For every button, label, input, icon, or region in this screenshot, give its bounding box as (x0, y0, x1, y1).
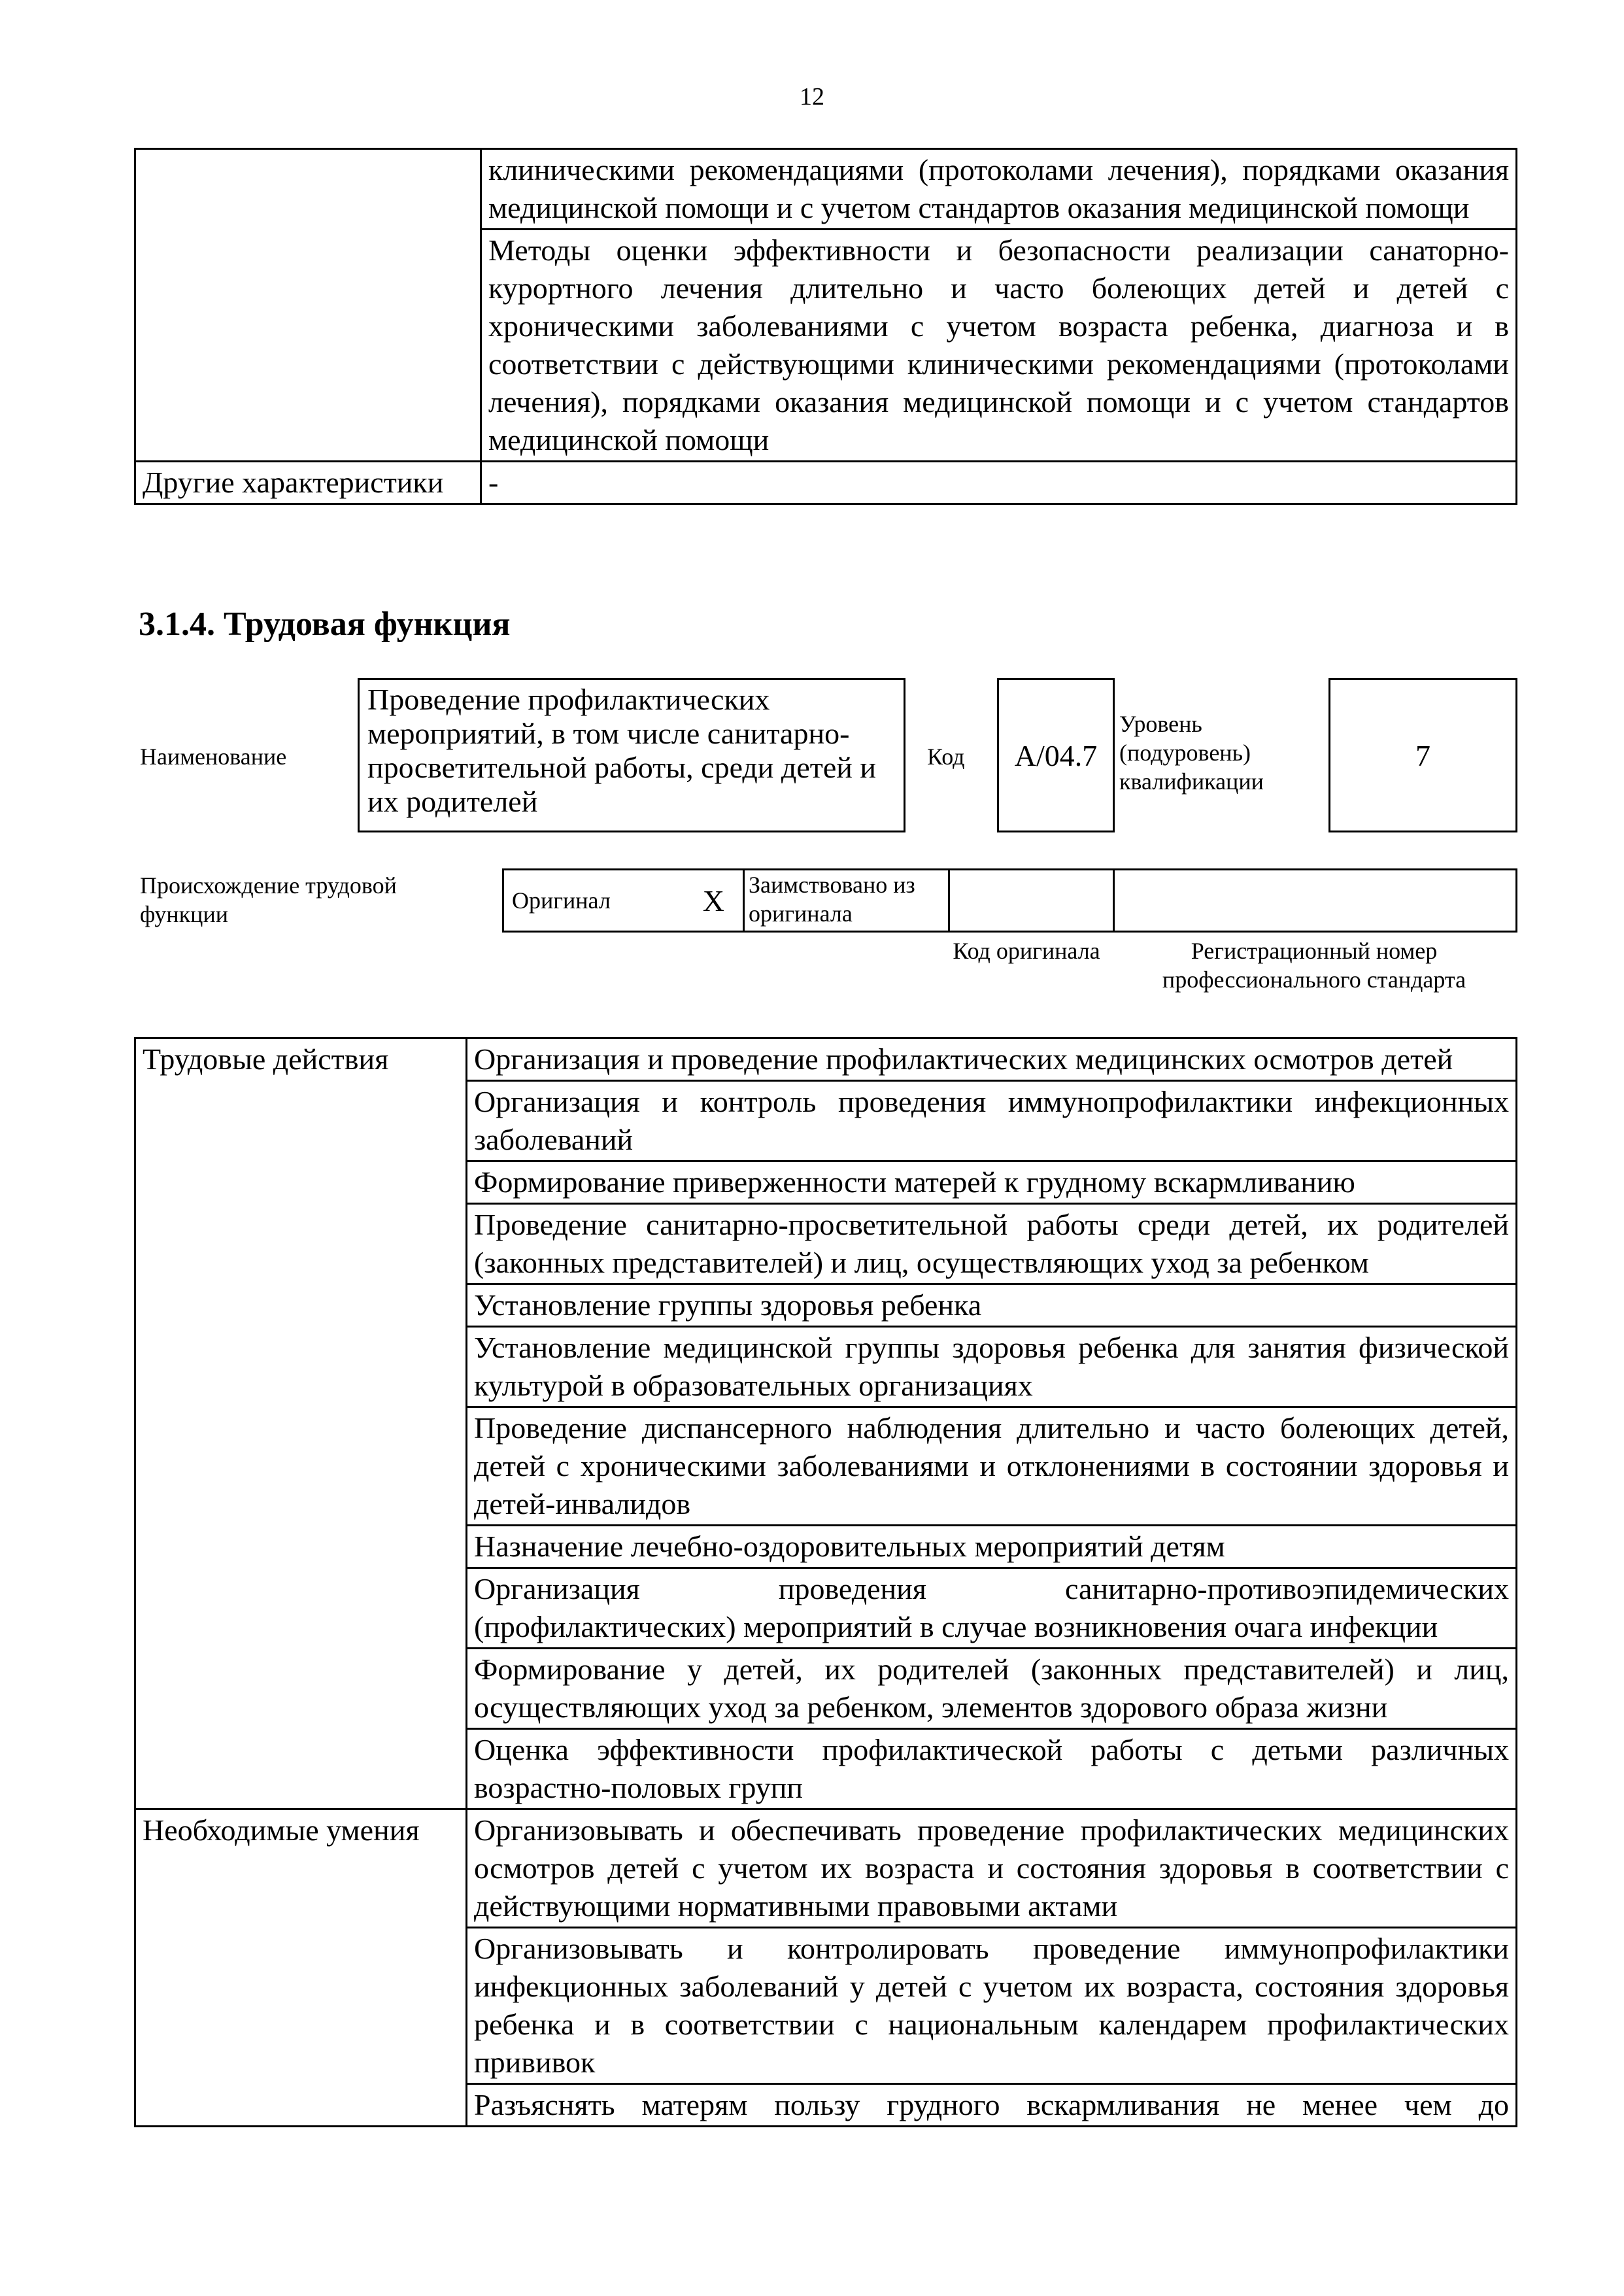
registration-caption: Регистрационный номер профессионального стандарта (1162, 938, 1466, 993)
action-item: Установление группы здоровья ребенка (467, 1284, 1517, 1327)
skill-item: Разъяснять матерям пользу грудного вскармливания не менее чем до (467, 2084, 1517, 2127)
other-characteristics-label: Другие характеристики (135, 462, 481, 504)
action-item: Проведение санитарно-просветительной работы среди детей, их родителей (законных представителей) и лиц, осуществляющих уход за ребенком (467, 1204, 1517, 1284)
origin-label: Происхождение трудовой функции (140, 872, 397, 927)
function-details-table (134, 1037, 1517, 2127)
action-item: Организация и контроль проведения иммунопрофилактики инфекционных заболеваний (467, 1081, 1517, 1161)
table-row (135, 1809, 1517, 1928)
original-mark: Х (702, 883, 724, 917)
original-code-caption: Код оригинала (953, 938, 1100, 964)
table-row (135, 462, 1517, 504)
action-item: Установление медицинской группы здоровья ребенка для занятия физической культурой в образовательных организациях (467, 1327, 1517, 1407)
action-item: Формирование приверженности матерей к грудному вскармливанию (467, 1161, 1517, 1204)
original-label: Оригинал (512, 887, 611, 914)
table-row (135, 149, 1517, 230)
registration-number-cell (1115, 870, 1515, 931)
empty-label-cell (135, 149, 481, 462)
skills-label: Необходимые умения (135, 1809, 467, 2127)
section-heading: 3.1.4. Трудовая функция (139, 606, 511, 643)
name-label: Наименование (140, 744, 287, 770)
action-item: Назначение лечебно-оздоровительных мероприятий детям (467, 1526, 1517, 1568)
skill-item: Организовывать и контролировать проведение иммунопрофилактики инфекционных заболеваний у детей с учетом их возраста, состояния здоровья ребенка и в соответствии с национальным календарем профилактических прививок (467, 1928, 1517, 2084)
continuation-cell: клиническими рекомендациями (протоколами лечения), порядками оказания медицинской помощи и с учетом стандартов оказания медицинской помощи (481, 149, 1517, 230)
origin-row (502, 868, 1517, 933)
page-number: 12 (800, 83, 824, 111)
original-code-cell (950, 870, 1115, 931)
code-label: Код (927, 744, 965, 770)
function-code: А/04.7 (997, 678, 1115, 832)
action-item: Организация проведения санитарно-противоэпидемических (профилактических) мероприятий в случае возникновения очага инфекции (467, 1568, 1517, 1649)
level-label: Уровень (подуровень) квалификации (1119, 711, 1264, 795)
actions-label: Трудовые действия (135, 1038, 467, 1809)
other-characteristics-value: - (481, 462, 1517, 504)
function-name: Проведение профилактических мероприятий, в том числе санитарно-просветительной работы, среди детей и их родителей (358, 678, 905, 832)
action-item: Проведение диспансерного наблюдения длительно и часто болеющих детей, детей с хроническими заболеваниями и отклонениями в состоянии здоровья и детей-инвалидов (467, 1407, 1517, 1526)
borrowed-cell: Заимствовано из оригинала (745, 870, 950, 931)
action-item: Оценка эффективности профилактической работы с детьми различных возрастно-половых групп (467, 1729, 1517, 1809)
action-item: Организация и проведение профилактических медицинских осмотров детей (467, 1038, 1517, 1081)
qualification-level: 7 (1328, 678, 1517, 832)
original-cell (504, 870, 745, 931)
skill-item: Организовывать и обеспечивать проведение профилактических медицинских осмотров детей с учетом их возраста и состояния здоровья в соответствии с действующими нормативными правовыми актами (467, 1809, 1517, 1928)
table-row (135, 1038, 1517, 1081)
methods-cell: Методы оценки эффективности и безопасности реализации санаторно-курортного лечения длительно и часто болеющих детей и детей с хроническими заболеваниями с учетом возраста ребенка, диагноза и в соответствии с действующими клиническими рекомендациями (протоколами лечения), порядками оказания медицинской помощи и с учетом стандартов медицинской помощи (481, 230, 1517, 462)
characteristics-table (134, 148, 1517, 505)
action-item: Формирование у детей, их родителей (законных представителей) и лиц, осуществляющих уход за ребенком, элементов здорового образа жизни (467, 1649, 1517, 1729)
